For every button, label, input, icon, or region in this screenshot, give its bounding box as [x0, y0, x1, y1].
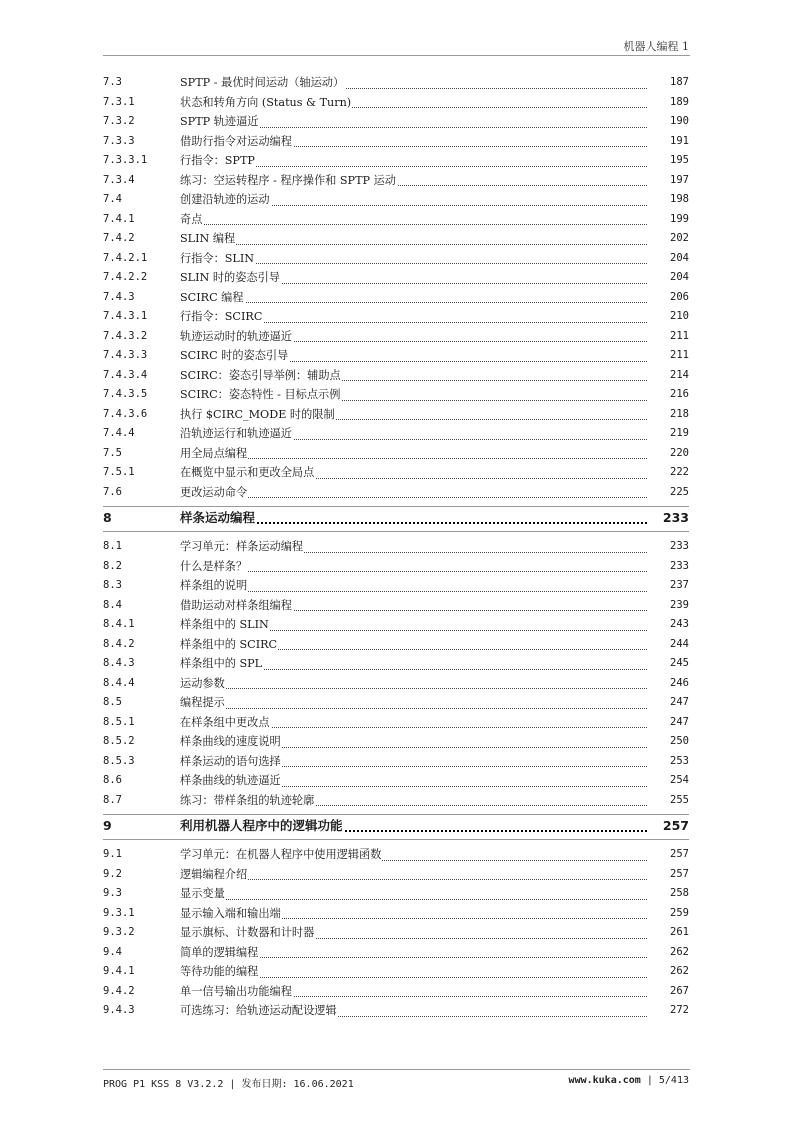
toc-entry-title: 样条曲线的轨迹逼近: [180, 774, 281, 787]
toc-entry-page: 204: [670, 251, 689, 264]
toc-entry-page: 222: [670, 466, 689, 478]
toc-entry-title-wrap: [180, 537, 647, 557]
toc-entry-title-wrap: [180, 73, 647, 93]
toc-leader-dots: [180, 708, 647, 709]
toc-entry-number: 8.6: [103, 774, 122, 786]
toc-entry[interactable]: [103, 732, 689, 752]
toc-entry-page: 199: [670, 212, 689, 225]
toc-entry-page: 233: [670, 559, 689, 572]
toc-entry-page: 233: [662, 510, 689, 525]
toc-entry-title-wrap: [180, 596, 647, 616]
toc-entry[interactable]: [103, 943, 689, 963]
toc-entry-title: 执行 $CIRC_MODE 时的限制: [180, 407, 335, 421]
toc-entry-page: 244: [670, 637, 689, 650]
toc-entry-number: 9.3: [103, 887, 122, 899]
toc-entry[interactable]: [103, 865, 689, 885]
toc-entry-page: 206: [670, 290, 689, 303]
toc-entry-number: 9.4.2: [103, 984, 135, 997]
toc-entry[interactable]: [103, 444, 689, 464]
toc-entry-number: 8.4.4: [103, 676, 135, 689]
chapter-divider: [103, 839, 689, 840]
toc-entry[interactable]: [103, 771, 689, 791]
toc-entry-title: 显示旗标、计数器和计时器: [180, 926, 315, 939]
toc-entry-page: 261: [670, 926, 689, 938]
toc-entry-title: SCIRC 时的姿态引导: [180, 349, 289, 362]
toc-entry-title: SCIRC 编程: [180, 290, 244, 304]
toc-entry-page: 237: [670, 579, 689, 591]
toc-entry[interactable]: [103, 596, 689, 616]
toc-leader-dots: [180, 899, 647, 900]
toc-entry-title: 借助行指令对运动编程: [180, 134, 292, 148]
toc-chapter-entry[interactable]: [103, 815, 689, 839]
toc-entry-number: 7.4.3.2: [103, 329, 148, 342]
toc-entry-title: SCIRC：姿态特性 - 目标点示例: [180, 388, 341, 401]
toc-entry-title-wrap: [180, 210, 647, 230]
toc-entry-number: 7.4.3.4: [103, 368, 148, 381]
toc-entry-title-wrap: [180, 865, 647, 885]
toc-entry-title-wrap: [180, 424, 647, 444]
toc-leader-dots: [180, 224, 647, 225]
toc-entry-title-wrap: [180, 815, 647, 837]
toc-entry-title-wrap: [180, 346, 647, 366]
toc-entry-title-wrap: [180, 93, 647, 113]
toc-entry-title-wrap: [180, 713, 647, 733]
toc-entry-page: 262: [670, 965, 689, 977]
toc-entry-number: 7.4.2.1: [103, 251, 148, 264]
toc-entry-page: 202: [670, 232, 689, 244]
toc-entry-number: 7.5: [103, 446, 122, 459]
toc-entry-title: 利用机器人程序中的逻辑功能: [180, 818, 343, 833]
toc-leader-dots: [180, 879, 647, 880]
toc-entry-title-wrap: [180, 962, 647, 982]
toc-entry-title: SCIRC：姿态引导举例：辅助点: [180, 368, 341, 382]
toc-entry-title: 样条运动的语句选择: [180, 754, 281, 768]
toc-entry[interactable]: [103, 635, 689, 655]
toc-entry-number: 7.6: [103, 485, 122, 498]
toc-entry-page: 246: [670, 676, 689, 689]
toc-entry-title: 在样条组中更改点: [180, 715, 270, 729]
toc-entry-number: 8.4.2: [103, 637, 135, 650]
toc-entry-number: 7.4.3: [103, 290, 135, 303]
toc-leader-dots: [180, 244, 647, 245]
toc-entry-number: 7.3.2: [103, 115, 135, 127]
toc-entry-title-wrap: [180, 288, 647, 308]
toc-entry[interactable]: [103, 112, 689, 132]
toc-entry-number: 8.5.1: [103, 715, 135, 728]
toc-entry-page: 191: [670, 134, 689, 147]
footer-website-link[interactable]: www.kuka.com: [568, 1075, 641, 1086]
toc-entry-title-wrap: [180, 982, 647, 1002]
toc-entry-title-wrap: [180, 307, 647, 327]
toc-entry[interactable]: [103, 190, 689, 210]
toc-entry-page: 259: [670, 906, 689, 919]
toc-leader-dots: [180, 302, 647, 303]
toc-entry-number: 7.4.3.3: [103, 349, 148, 361]
toc-entry-page: 258: [670, 887, 689, 899]
toc-entry-number: 9.3.1: [103, 906, 135, 919]
toc-entry-title-wrap: [180, 884, 647, 904]
toc-entry-page: 220: [670, 446, 689, 459]
toc-entry-title: 沿轨迹运行和轨迹逼近: [180, 427, 292, 440]
toc-entry[interactable]: [103, 923, 689, 943]
toc-entry-title-wrap: [180, 112, 647, 132]
toc-entry-number: 8.1: [103, 540, 122, 552]
toc-entry-title: 显示输入端和输出端: [180, 906, 281, 920]
toc-entry-page: 214: [670, 368, 689, 381]
toc-entry-page: 247: [670, 715, 689, 728]
toc-entry[interactable]: [103, 1001, 689, 1021]
toc-entry-title-wrap: [180, 151, 647, 171]
toc-entry-page: 267: [670, 984, 689, 997]
toc-entry-title: 样条运动编程: [180, 510, 256, 525]
toc-entry[interactable]: [103, 557, 689, 577]
toc-entry-number: 8.5: [103, 696, 122, 708]
footer-document-info: PROG P1 KSS 8 V3.2.2 | 发布日期: 16.06.2021: [103, 1079, 354, 1090]
toc-entry-number: 9.1: [103, 848, 122, 860]
toc-entry[interactable]: [103, 845, 689, 865]
toc-entry[interactable]: [103, 93, 689, 113]
toc-entry-title-wrap: [180, 249, 647, 269]
toc-entry[interactable]: [103, 73, 689, 93]
toc-entry-page: 219: [670, 427, 689, 439]
toc-entry-title: 学习单元：在机器人程序中使用逻辑函数: [180, 848, 382, 861]
toc-entry-title-wrap: [180, 1001, 647, 1021]
toc-entry-number: 7.3.3: [103, 134, 135, 147]
toc-entry[interactable]: [103, 654, 689, 674]
table-of-contents: [103, 73, 689, 1021]
toc-entry-number: 7.4.1: [103, 212, 135, 225]
toc-entry[interactable]: [103, 752, 689, 772]
toc-entry-number: 8.3: [103, 579, 122, 591]
toc-entry[interactable]: [103, 791, 689, 811]
toc-entry-title-wrap: [180, 483, 647, 503]
toc-entry[interactable]: [103, 268, 689, 288]
toc-entry-title-wrap: [180, 268, 647, 288]
toc-entry-title-wrap: [180, 405, 647, 425]
toc-chapter-entry[interactable]: [103, 507, 689, 531]
toc-entry-title-wrap: [180, 635, 647, 655]
toc-entry-number: 9.4.1: [103, 965, 135, 977]
toc-entry-title: SPTP 轨迹逼近: [180, 115, 259, 128]
toc-entry-title-wrap: [180, 576, 647, 596]
toc-entry-title-wrap: [180, 654, 647, 674]
toc-entry[interactable]: [103, 210, 689, 230]
toc-entry-page: 233: [670, 540, 689, 552]
toc-entry-page: 255: [670, 793, 689, 806]
toc-entry-title-wrap: [180, 385, 647, 405]
toc-entry-number: 7.4.3.5: [103, 388, 148, 400]
toc-entry-page: 211: [670, 349, 689, 361]
toc-entry-title: 练习：空运转程序 - 程序操作和 SPTP 运动: [180, 173, 396, 187]
toc-entry-page: 218: [670, 407, 689, 420]
toc-entry[interactable]: [103, 537, 689, 557]
footer-page-info: [569, 1075, 689, 1086]
toc-entry[interactable]: [103, 483, 689, 503]
toc-entry-title-wrap: [180, 557, 647, 577]
toc-entry[interactable]: [103, 151, 689, 171]
toc-entry-number: 9.4.3: [103, 1004, 135, 1016]
toc-entry-page: 257: [670, 848, 689, 860]
toc-entry-page: 204: [670, 271, 689, 283]
toc-entry-title: 单一信号输出功能编程: [180, 984, 292, 998]
toc-entry-title-wrap: [180, 327, 647, 347]
toc-entry-number: 7.4.3.1: [103, 310, 148, 322]
toc-entry[interactable]: [103, 346, 689, 366]
toc-entry-number: 8.4.1: [103, 618, 135, 630]
footer-page-number: 5/413: [658, 1075, 689, 1086]
toc-entry[interactable]: [103, 229, 689, 249]
toc-entry-number: 8.5.3: [103, 754, 135, 767]
toc-entry[interactable]: [103, 884, 689, 904]
toc-entry[interactable]: [103, 405, 689, 425]
toc-entry-title: SLIN 编程: [180, 232, 236, 245]
toc-entry-page: 187: [670, 76, 689, 88]
toc-entry-title: 练习：带样条组的轨迹轮廓: [180, 793, 315, 807]
toc-entry-title-wrap: [180, 904, 647, 924]
toc-entry-number: 7.4.3.6: [103, 407, 148, 420]
toc-entry-title-wrap: [180, 674, 647, 694]
toc-entry[interactable]: [103, 713, 689, 733]
toc-entry-title-wrap: [180, 229, 647, 249]
toc-entry-title-wrap: [180, 943, 647, 963]
toc-entry[interactable]: [103, 982, 689, 1002]
toc-entry-page: 197: [670, 173, 689, 186]
toc-entry-title-wrap: [180, 693, 647, 713]
toc-entry-title: SPTP - 最优时间运动（轴运动）: [180, 76, 345, 89]
toc-entry[interactable]: [103, 288, 689, 308]
toc-entry[interactable]: [103, 693, 689, 713]
toc-entry-page: 247: [670, 696, 689, 708]
toc-entry-number: 8.5.2: [103, 735, 135, 747]
toc-entry-number: 7.3.3.1: [103, 154, 148, 166]
toc-entry-title-wrap: [180, 132, 647, 152]
header-divider: [103, 55, 690, 56]
toc-entry-number: 9: [103, 818, 112, 833]
toc-entry-page: 195: [670, 154, 689, 166]
toc-entry[interactable]: [103, 615, 689, 635]
toc-entry-number: 7.5.1: [103, 466, 135, 478]
toc-entry[interactable]: [103, 962, 689, 982]
toc-entry-title: 样条组中的 SCIRC: [180, 637, 278, 651]
toc-entry-title: 什么是样条？: [180, 559, 248, 573]
toc-entry-title: 运动参数: [180, 676, 225, 690]
toc-entry[interactable]: [103, 463, 689, 483]
toc-entry-page: 257: [670, 867, 689, 880]
toc-entry-title: 更改运动命令: [180, 485, 248, 499]
toc-entry[interactable]: [103, 674, 689, 694]
toc-entry-page: 254: [670, 774, 689, 786]
toc-entry-title-wrap: [180, 752, 647, 772]
toc-entry-title-wrap: [180, 732, 647, 752]
toc-entry-page: 253: [670, 754, 689, 767]
toc-entry-number: 7.4.2.2: [103, 271, 148, 283]
toc-entry-number: 9.3.2: [103, 926, 135, 938]
toc-entry-title-wrap: [180, 771, 647, 791]
toc-entry-title-wrap: [180, 791, 647, 811]
toc-entry-title: 样条组中的 SLIN: [180, 618, 269, 631]
toc-entry-title-wrap: [180, 615, 647, 635]
toc-entry-title: 行指令：SLIN: [180, 251, 255, 265]
toc-entry[interactable]: [103, 132, 689, 152]
toc-entry-number: 7.4: [103, 193, 122, 205]
toc-entry-title: 逻辑编程介绍: [180, 867, 248, 881]
toc-entry-number: 8.4.3: [103, 657, 135, 669]
toc-entry[interactable]: [103, 249, 689, 269]
toc-entry-title: 轨迹运动时的轨迹逼近: [180, 329, 292, 343]
toc-entry-title: 样条组的说明: [180, 579, 248, 592]
toc-entry-title: 奇点: [180, 212, 203, 226]
toc-entry-number: 7.3.4: [103, 173, 135, 186]
toc-entry-number: 8.7: [103, 793, 122, 806]
toc-entry-number: 8.4: [103, 598, 122, 611]
toc-entry-title-wrap: [180, 171, 647, 191]
toc-entry-title: 样条曲线的速度说明: [180, 735, 281, 748]
toc-entry-title-wrap: [180, 923, 647, 943]
toc-entry-title: 在概览中显示和更改全局点: [180, 466, 315, 479]
footer-divider: [103, 1069, 690, 1070]
toc-entry-title-wrap: [180, 845, 647, 865]
toc-leader-dots: [180, 458, 647, 459]
toc-entry-number: 9.2: [103, 867, 122, 880]
toc-entry-title: 可选练习：给轨迹运动配设逻辑: [180, 1004, 337, 1017]
toc-entry-title-wrap: [180, 463, 647, 483]
toc-entry-title: 状态和转角方向 (Status & Turn): [180, 95, 352, 109]
toc-leader-dots: [180, 591, 647, 592]
toc-leader-dots: [180, 497, 647, 498]
toc-entry-number: 7.3.1: [103, 95, 135, 108]
toc-entry-number: 8.2: [103, 559, 122, 572]
toc-entry-title: 用全局点编程: [180, 446, 248, 460]
toc-entry-title: 编程提示: [180, 696, 225, 709]
footer-separator: |: [646, 1075, 653, 1086]
toc-entry-number: 7.4.4: [103, 427, 135, 439]
toc-entry[interactable]: [103, 366, 689, 386]
toc-entry[interactable]: [103, 576, 689, 596]
toc-entry-title: 借助运动对样条组编程: [180, 598, 292, 612]
toc-entry-title: 简单的逻辑编程: [180, 945, 259, 959]
toc-entry[interactable]: [103, 307, 689, 327]
chapter-divider: [103, 531, 689, 532]
toc-entry-page: 272: [670, 1004, 689, 1016]
toc-entry-title: 行指令：SCIRC: [180, 310, 263, 323]
toc-entry-page: 225: [670, 485, 689, 498]
toc-entry[interactable]: [103, 385, 689, 405]
toc-entry-page: 210: [670, 310, 689, 322]
toc-leader-dots: [180, 688, 647, 689]
toc-entry-title-wrap: [180, 366, 647, 386]
toc-entry-page: 257: [662, 818, 689, 833]
toc-entry-title-wrap: [180, 190, 647, 210]
toc-entry[interactable]: [103, 904, 689, 924]
running-header-title: 机器人编程 1: [623, 40, 689, 53]
toc-entry-page: 243: [670, 618, 689, 630]
toc-entry-page: 198: [670, 193, 689, 205]
toc-entry-number: 8: [103, 510, 112, 525]
toc-entry-title: 显示变量: [180, 887, 225, 900]
toc-entry-title: 等待功能的编程: [180, 965, 259, 978]
toc-entry-page: 245: [670, 657, 689, 669]
toc-entry-title: 样条组中的 SPL: [180, 657, 263, 670]
toc-entry-number: 7.4.2: [103, 232, 135, 244]
toc-entry-number: 9.4: [103, 945, 122, 958]
toc-entry[interactable]: [103, 327, 689, 347]
toc-entry-title: 行指令：SPTP: [180, 154, 255, 167]
toc-entry-page: 211: [670, 329, 689, 342]
toc-entry-title-wrap: [180, 507, 647, 529]
toc-entry[interactable]: [103, 171, 689, 191]
toc-entry-number: 7.3: [103, 76, 122, 88]
toc-entry-title: 学习单元：样条运动编程: [180, 540, 304, 553]
toc-entry-page: 250: [670, 735, 689, 747]
toc-entry-page: 262: [670, 945, 689, 958]
toc-entry-page: 189: [670, 95, 689, 108]
toc-leader-dots: [180, 571, 647, 572]
toc-entry-title: SLIN 时的姿态引导: [180, 271, 280, 284]
toc-entry-title-wrap: [180, 444, 647, 464]
toc-entry-page: 239: [670, 598, 689, 611]
toc-entry-page: 216: [670, 388, 689, 400]
toc-entry[interactable]: [103, 424, 689, 444]
toc-entry-title: 创建沿轨迹的运动: [180, 193, 270, 206]
toc-entry-page: 190: [670, 115, 689, 127]
